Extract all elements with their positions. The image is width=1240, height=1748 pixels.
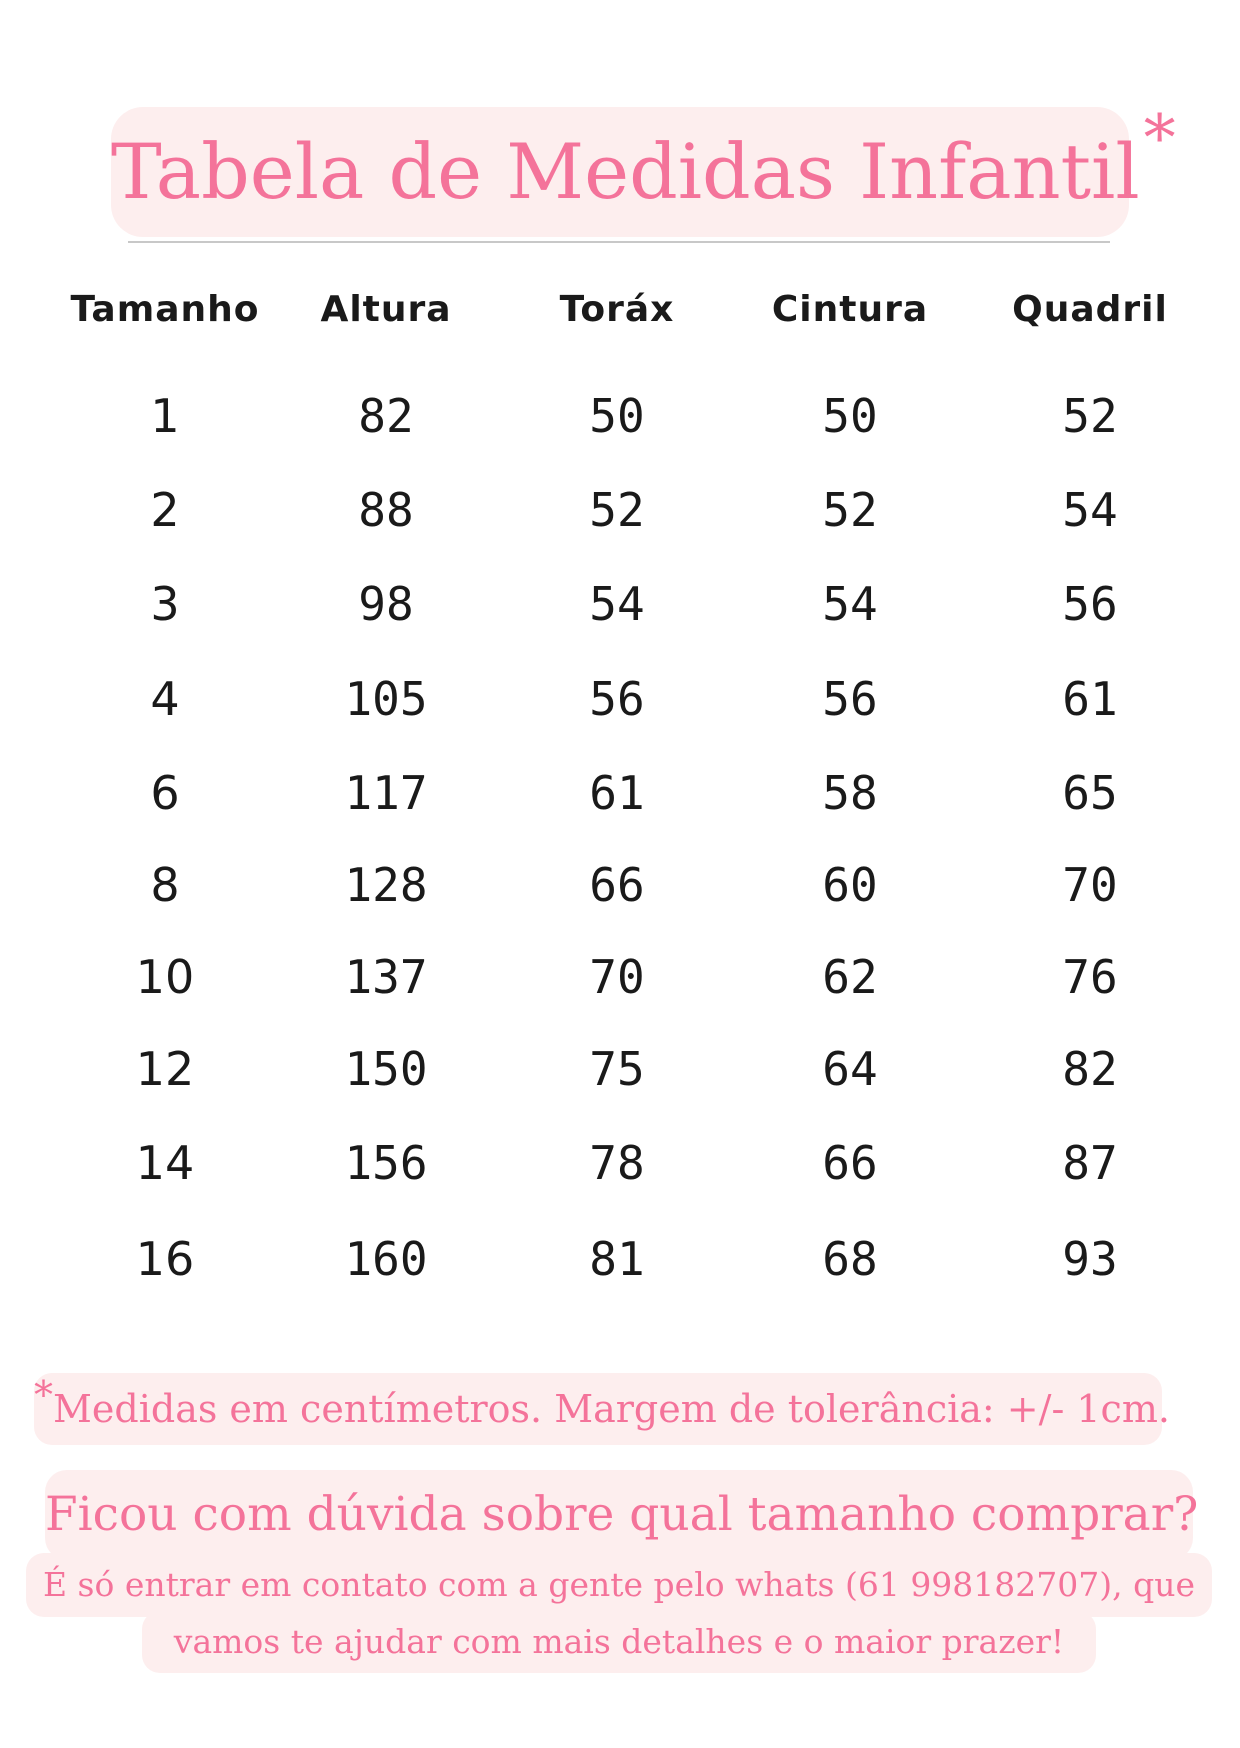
table-cell-height: 98 [358,577,414,631]
contact-text-line1: É só entrar em contato com a gente pelo whats (61 998182707), que [42,1565,1196,1604]
table-cell-height: 88 [358,483,414,537]
column-header-chest: Toráx [559,289,675,330]
table-cell-size: 1 [150,389,180,443]
table-cell-height: 82 [358,389,414,443]
table-cell-chest: 61 [589,766,645,820]
table-cell-chest: 70 [589,950,645,1004]
table-cell-waist: 54 [822,577,878,631]
column-header-height: Altura [320,289,452,330]
table-cell-hip: 87 [1062,1136,1118,1190]
table-cell-hip: 70 [1062,858,1118,912]
measurement-note [34,1373,1170,1445]
title-banner [111,102,1176,237]
table-cell-chest: 78 [589,1136,645,1190]
column-header-waist: Cintura [771,289,929,330]
table-cell-height: 156 [344,1136,428,1190]
page-title [111,102,1176,242]
table-cell-height: 160 [344,1232,428,1286]
column-header-size: Tamanho [70,289,260,330]
question-text: Ficou com dúvida sobre qual tamanho comprar? [45,1487,1199,1542]
table-cell-hip: 76 [1062,950,1118,1004]
contact-banner-line1 [26,1553,1212,1617]
table-cell-chest: 81 [589,1232,645,1286]
table-cell-height: 150 [344,1042,428,1096]
table-cell-chest: 56 [589,672,645,726]
contact-text-line2: vamos te ajudar com mais detalhes e o maior prazer! [173,1622,1065,1661]
table-cell-height: 105 [344,672,428,726]
table-cell-waist: 62 [822,950,878,1004]
table-cell-hip: 65 [1062,766,1118,820]
table-cell-height: 128 [344,858,428,912]
column-header-hip: Quadril [1012,289,1168,330]
table-cell-waist: 64 [822,1042,878,1096]
table-cell-waist: 68 [822,1232,878,1286]
title-divider [128,241,1110,243]
title-asterisk: * [1143,102,1176,176]
table-cell-chest: 75 [589,1042,645,1096]
table-cell-hip: 52 [1062,389,1118,443]
table-cell-waist: 66 [822,1136,878,1190]
table-cell-waist: 56 [822,672,878,726]
table-cell-waist: 58 [822,766,878,820]
table-cell-hip: 56 [1062,577,1118,631]
table-cell-size: 3 [150,577,180,631]
table-cell-hip: 82 [1062,1042,1118,1096]
question-banner [45,1470,1199,1560]
table-cell-waist: 60 [822,858,878,912]
table-cell-height: 117 [344,766,428,820]
table-cell-chest: 50 [589,389,645,443]
note-asterisk: * [34,1373,53,1417]
table-cell-waist: 52 [822,483,878,537]
measurement-note-banner [34,1373,1170,1445]
table-cell-size: 4 [150,672,180,726]
table-cell-size: 14 [135,1136,195,1190]
table-cell-chest: 52 [589,483,645,537]
page-title-text: Tabela de Medidas Infantil [111,127,1140,216]
table-cell-height: 137 [344,950,428,1004]
table-cell-chest: 54 [589,577,645,631]
table-cell-chest: 66 [589,858,645,912]
note-text: Medidas em centímetros. Margem de tolerância: +/- 1cm. [53,1387,1170,1431]
table-cell-hip: 61 [1062,672,1118,726]
table-cell-size: 16 [135,1232,195,1286]
table-cell-hip: 54 [1062,483,1118,537]
table-cell-size: 8 [150,858,180,912]
table-cell-size: 6 [150,766,180,820]
table-cell-size: 12 [135,1042,195,1096]
contact-banner-line2 [142,1611,1096,1673]
table-cell-waist: 50 [822,389,878,443]
table-cell-size: 2 [150,483,180,537]
table-cell-hip: 93 [1062,1232,1118,1286]
table-cell-size: 10 [135,950,195,1004]
